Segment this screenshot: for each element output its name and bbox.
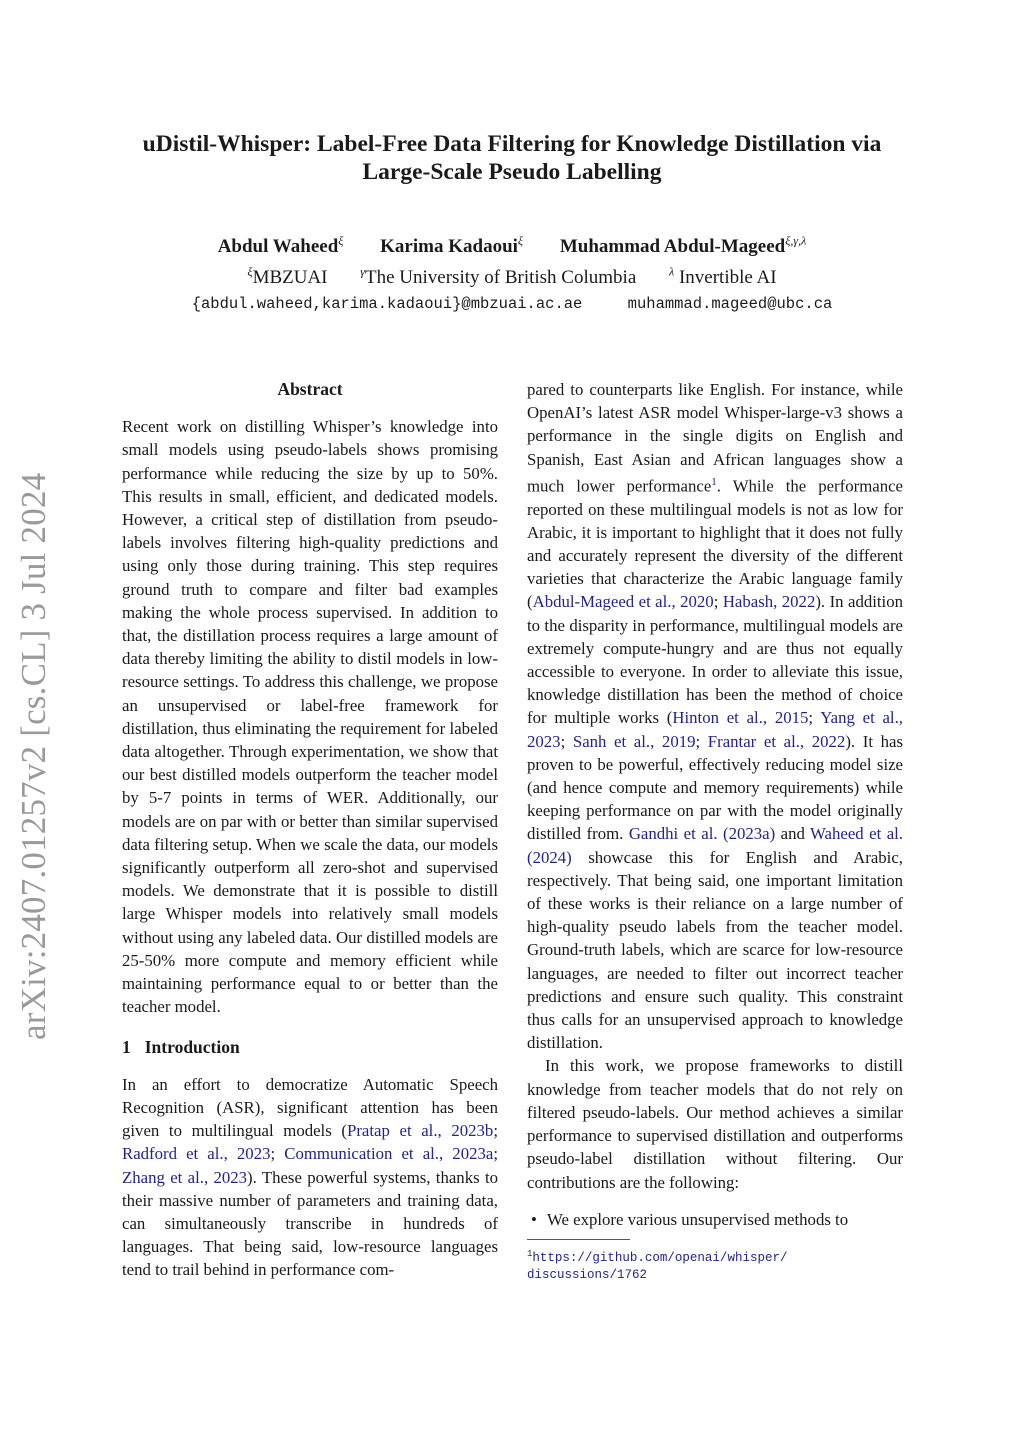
- section-heading-introduction: 1 Introduction: [122, 1037, 240, 1058]
- footnote-url[interactable]: https://github.com/openai/whisper/: [532, 1251, 788, 1266]
- citation-link[interactable]: Frantar et al., 2022: [707, 731, 846, 751]
- author-emails: [0, 292, 1024, 316]
- email-2: muhammad.mageed@ubc.ca: [627, 294, 833, 313]
- right-column: [527, 378, 903, 1284]
- affiliation-3: $^\lambda$ Invertible AI: [669, 264, 777, 288]
- intro-paragraph-1-continued: pared to counterparts like English. For instance, while OpenAI’s latest ASR model Whisper-large-v3 shows a performance in the single digits on English and Spanish, East Asian and African languages show a much lower performance$^1$. While the performance reported on these multilingual models is not as low for Arabic, it is important to highlight that it does not fully and accurately represent the diversity of the different varieties that characterize the Arabic language family (Abdul-Mageed et al., 2020; Habash, 2022). In addition to the disparity in performance, multilingual models are extremely compute-hungry and are thus not equally accessible to everyone. In order to alleviate this issue, knowledge distillation has been the method of choice for multiple works (Hinton et al., 2015; Yang et al., 2023; Sanh et al., 2019; Frantar et al., 2022). It has proven to be powerful, effectively reducing model size (and hence compute and memory requirements) while keeping performance on par with the model originally distilled from. Gandhi et al. (2023a) and Waheed et al. (2024) showcase this for English and Arabic, respectively. That being said, one important limitation of these works is their reliance on a large number of high-quality pseudo labels from the teacher model. Ground-truth labels, which are scarce for low-resource languages, are needed to filter out incorrect teacher predictions and ensure such quality. This constraint thus calls for an unsupervised approach to knowledge distillation.: [527, 380, 903, 1053]
- author-3: Muhammad Abdul-Mageed$^{\xi,\gamma,\lambda}$: [559, 234, 807, 258]
- footnote-divider: [527, 1239, 630, 1240]
- author-names: [0, 229, 1024, 259]
- left-column: [122, 378, 498, 1282]
- affiliations: [0, 259, 1024, 289]
- abstract-heading: Abstract: [277, 379, 343, 399]
- citation-link[interactable]: Hinton et al., 2015: [672, 708, 809, 728]
- citation-link[interactable]: Pratap et al., 2023b: [346, 1121, 494, 1141]
- citation-link[interactable]: Gandhi et al. (2023a): [628, 824, 776, 844]
- affiliation-2: $^\gamma$The University of British Columbia: [360, 264, 637, 288]
- title-line-2: Large-Scale Pseudo Labelling: [362, 159, 662, 185]
- author-1: Abdul Waheed$^\xi$: [217, 234, 344, 258]
- footnote-marker[interactable]: 1: [711, 475, 717, 488]
- title-line-1: uDistil-Whisper: Label-Free Data Filtering for Knowledge Distillation via: [142, 131, 882, 157]
- contribution-bullet: • We explore various unsupervised methods to: [527, 1208, 903, 1231]
- citation-link[interactable]: Abdul-Mageed et al., 2020: [532, 592, 714, 612]
- intro-paragraph-1: In an effort to democratize Automatic Speech Recognition (ASR), significant attention has been given to multilingual models (Pratap et al., 2023b; Radford et al., 2023; Communication et al., 2023a; Zhang et al., 2023). These powerful systems, thanks to their massive number of parameters and training data, can simultaneously transcribe in hundreds of languages. That being said, low-resource languages tend to trail behind in performance com-: [122, 1074, 498, 1280]
- citation-link[interactable]: Waheed et al. (2024): [527, 824, 903, 867]
- citation-link[interactable]: Zhang et al., 2023: [122, 1167, 248, 1187]
- citation-link[interactable]: Habash, 2022: [722, 592, 816, 612]
- citation-link[interactable]: Radford et al., 2023: [122, 1144, 271, 1164]
- footnote-url-cont[interactable]: discussions/1762: [527, 1268, 648, 1283]
- affiliation-1: $^\xi$MBZUAI: [247, 264, 328, 288]
- author-2: Karima Kadaoui$^\xi$: [380, 234, 524, 258]
- email-1: {abdul.waheed,karima.kadaoui}@mbzuai.ac.ae: [191, 294, 583, 313]
- citation-link[interactable]: Sanh et al., 2019: [572, 731, 696, 751]
- footnote-1: $^1$https://github.com/openai/whisper/ discussions/1762: [527, 1248, 788, 1283]
- abstract-body: Recent work on distilling Whisper’s knowledge into small models using pseudo-labels shows promising performance while reducing the size by up to 50%. This results in small, efficient, and dedicated models. However, a critical step of distillation from pseudo-labels involves filtering high-quality predictions and using only those during training. This step requires ground truth to compare and filter bad examples making the whole process supervised. In addition to that, the distillation process requires a large amount of data thereby limiting the ability to distil models in low-resource settings. To address this challenge, we propose an unsupervised or label-free framework for distillation, thus eliminating the requirement for labeled data altogether. Through experimentation, we show that our best distilled models outperform the teacher model by 5-7 points in terms of WER. Additionally, our models are on par with or better than similar supervised data filtering setup. When we scale the data, our models significantly outperform all zero-shot and supervised models. We demonstrate that it is possible to distill large Whisper models into relatively small models without using any labeled data. Our distilled models are 25-50% more compute and memory efficient while maintaining performance equal to or better than the teacher model.: [122, 417, 498, 1017]
- citation-link[interactable]: Communication et al., 2023a: [284, 1144, 494, 1164]
- arxiv-identifier: arXiv:2407.01257v2 [cs.CL] 3 Jul 2024: [14, 472, 53, 1040]
- paper-title: [0, 130, 1024, 186]
- author-block: [0, 229, 1024, 316]
- intro-paragraph-2: In this work, we propose frameworks to distill knowledge from teacher models that do not rely on filtered pseudo-labels. Our method achieves a similar performance to supervised distillation and outperforms pseudo-label distillation without filtering. Our contributions are the following:: [527, 1056, 903, 1192]
- citation-link[interactable]: Yang et al., 2023: [527, 708, 903, 751]
